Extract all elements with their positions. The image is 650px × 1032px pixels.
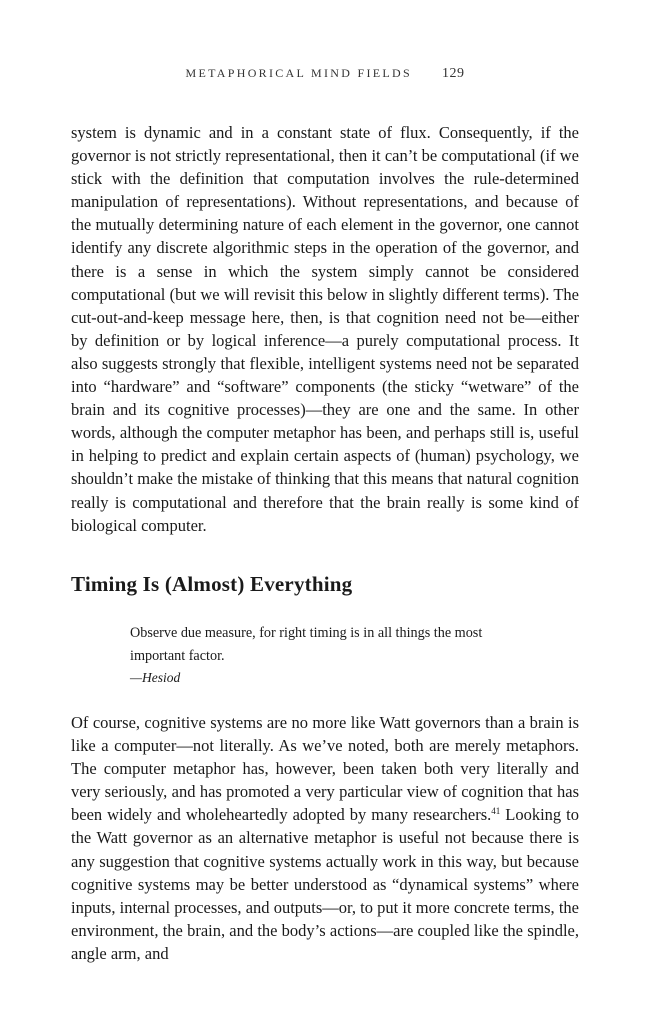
- running-title: METAPHORICAL MIND FIELDS: [185, 66, 412, 80]
- epigraph-attribution: —Hesiod: [130, 670, 181, 685]
- footnote-reference[interactable]: 41: [491, 806, 501, 817]
- body-paragraph-2: [71, 711, 579, 965]
- epigraph-quote: Observe due measure, for right timing is in all things the most important factor.: [130, 625, 483, 664]
- section-heading: Timing Is (Almost) Everything: [71, 572, 353, 596]
- paragraph-2-text-b: Looking to the Watt governor as an alternative metaphor is useful not because there is any suggestion that cognitive systems actually work in this way, but because cognitive systems may be better understood as “dynamical systems” where inputs, internal processes, and outputs—or, to put it more concrete terms, the environment, the brain, and the body’s actions—are coupled like the spindle, angle arm, and: [71, 805, 580, 963]
- paragraph-2-text-a: Of course, cognitive systems are no more like Watt governors than a brain is like a computer—not literally. As we’ve noted, both are merely metaphors. The computer metaphor has, however, been taken both very literally and very seriously, and has promoted a very particular view of cognition that has been widely and wholeheartedly adopted by many researchers.: [71, 713, 579, 825]
- epigraph: [130, 622, 530, 690]
- running-head: [0, 66, 650, 82]
- body-paragraph-1: system is dynamic and in a constant state of flux. Consequently, if the governor is not strictly representational, then it can’t be computational (if we stick with the definition that computation involves the rule-determined manipulation of representations). Without representations, and because of the mutually determining nature of each element in the governor, one cannot identify any discrete algorithmic steps in the operation of the governor, and there is a sense in which the system simply cannot be considered computational (but we will revisit this below in slightly different terms). The cut-out-and-keep message here, then, is that cognition need not be—either by definition or by logical inference—a purely computational process. It also suggests strongly that flexible, intelligent systems need not be separated into “hardware” and “software” components (the sticky “wetware” of the brain and its cognitive processes)—they are one and the same. In other words, although the computer metaphor has been, and perhaps still is, useful in helping to predict and explain certain aspects of (human) psychology, we shouldn’t make the mistake of thinking that this means that natural cognition really is computational and therefore that the brain really is some kind of biological computer.: [71, 123, 579, 535]
- page-number: 129: [441, 66, 465, 81]
